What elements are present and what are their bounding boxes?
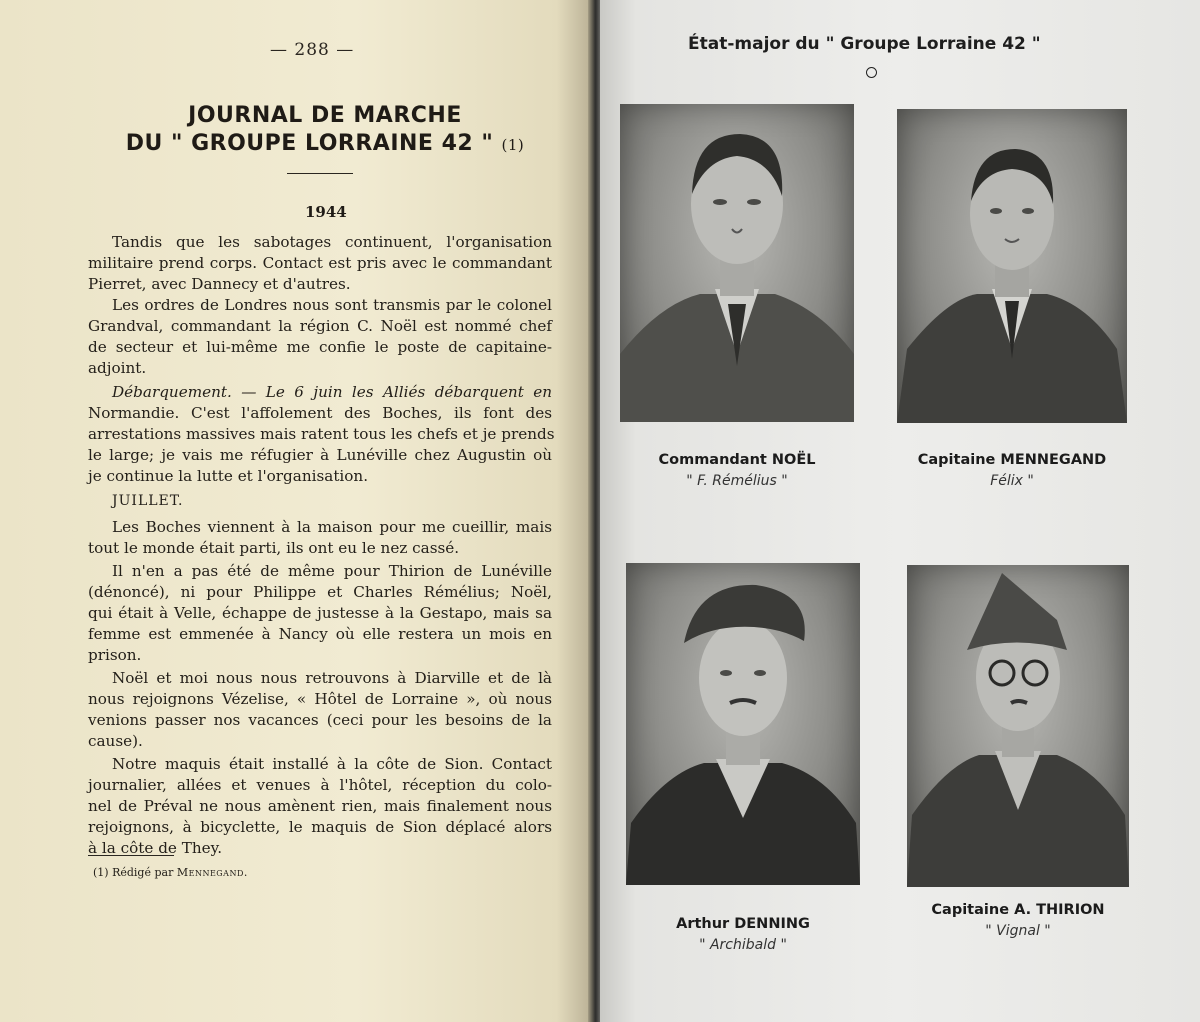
portrait-photo <box>620 104 854 422</box>
text-line: Il n'en a pas été de même pour Thirion de Lunéville <box>112 562 552 580</box>
portrait-name: Commandant NOËL <box>658 452 816 468</box>
portrait-alias: Félix " <box>990 473 1034 489</box>
year-heading: 1944 <box>305 203 347 221</box>
text-line: tout le monde était parti, ils ont eu le nez cassé. <box>88 539 460 557</box>
text-line: femme est emmenée à Nancy où elle restera un mois en <box>88 625 552 643</box>
text-line: venions passer nos vacances (ceci pour les besoins de la <box>88 711 552 729</box>
portrait-alias: " Vignal " <box>985 923 1051 939</box>
portrait-name: Capitaine A. THIRION <box>931 902 1105 918</box>
left-page <box>0 0 592 1022</box>
portrait-name: Arthur DENNING <box>676 916 810 932</box>
text-line: nous rejoignons Vézelise, « Hôtel de Lorraine », où nous <box>88 690 552 708</box>
footnote <box>93 866 248 879</box>
text-line: cause). <box>88 732 143 750</box>
journal-title-text: DU " GROUPE LORRAINE 42 " <box>125 131 494 156</box>
page-number: — 288 — <box>270 40 355 60</box>
text-line: (dénoncé), ni pour Philippe et Charles Rémélius; Noël, <box>88 583 552 601</box>
text-line: le large; je vais me réfugier à Lunéville chez Augustin où <box>88 446 552 464</box>
portrait-name: Capitaine MENNEGAND <box>917 452 1107 468</box>
text-line: je continue la lutte et l'organisation. <box>88 467 369 485</box>
text-line: Les Boches viennent à la maison pour me cueillir, mais <box>112 518 552 536</box>
text-line: Débarquement. — Le 6 juin les Alliés débarquent en <box>112 383 552 401</box>
portrait-alias: " F. Rémélius " <box>686 473 788 489</box>
text-line: à la côte de They. <box>88 839 223 857</box>
journal-title-line2 <box>110 131 540 156</box>
footnote-prefix: (1) Rédigé par <box>93 866 174 879</box>
portrait-photo <box>907 565 1129 887</box>
text-line: Les ordres de Londres nous sont transmis par le colonel <box>112 296 552 314</box>
text-line: journalier, allées et venues à l'hôtel, réception du colo- <box>88 776 552 794</box>
circle-ornament <box>866 67 877 78</box>
text-line: Noël et moi nous nous retrouvons à Diarville et de là <box>112 669 552 687</box>
portrait-photo <box>897 109 1127 423</box>
text-line: Pierret, avec Dannecy et d'autres. <box>88 275 351 293</box>
footnote-author: Mennegand. <box>176 866 248 879</box>
title-divider <box>287 173 353 174</box>
text-line: arrestations massives mais ratent tous les chefs et je prends <box>88 425 555 443</box>
month-heading: JUILLET. <box>112 493 184 509</box>
text-line: Normandie. C'est l'affolement des Boches, ils font des <box>88 404 552 422</box>
portrait-alias: " Archibald " <box>699 937 787 953</box>
text-line: rejoignons, à bicyclette, le maquis de Sion déplacé alors <box>88 818 552 836</box>
journal-title-line1: JOURNAL DE MARCHE <box>188 103 462 128</box>
staff-title: État-major du " Groupe Lorraine 42 " <box>688 34 1041 54</box>
text-line: adjoint. <box>88 359 147 377</box>
portrait-photo <box>626 563 860 885</box>
text-line: Notre maquis était installé à la côte de Sion. Contact <box>112 755 552 773</box>
text-line: Tandis que les sabotages continuent, l'organisation <box>112 233 552 251</box>
text-line: nel de Préval ne nous amènent rien, mais finalement nous <box>88 797 552 815</box>
text-line: prison. <box>88 646 142 664</box>
text-line: militaire prend corps. Contact est pris avec le commandant <box>88 254 552 272</box>
text-line: de secteur et lui-même me confie le poste de capitaine- <box>88 338 552 356</box>
footnote-divider <box>88 855 174 856</box>
text-line: Grandval, commandant la région C. Noël est nommé chef <box>88 317 552 335</box>
text-line: qui était à Velle, échappe de justesse à la Gestapo, mais sa <box>88 604 552 622</box>
footnote-marker: (1) <box>501 136 525 154</box>
